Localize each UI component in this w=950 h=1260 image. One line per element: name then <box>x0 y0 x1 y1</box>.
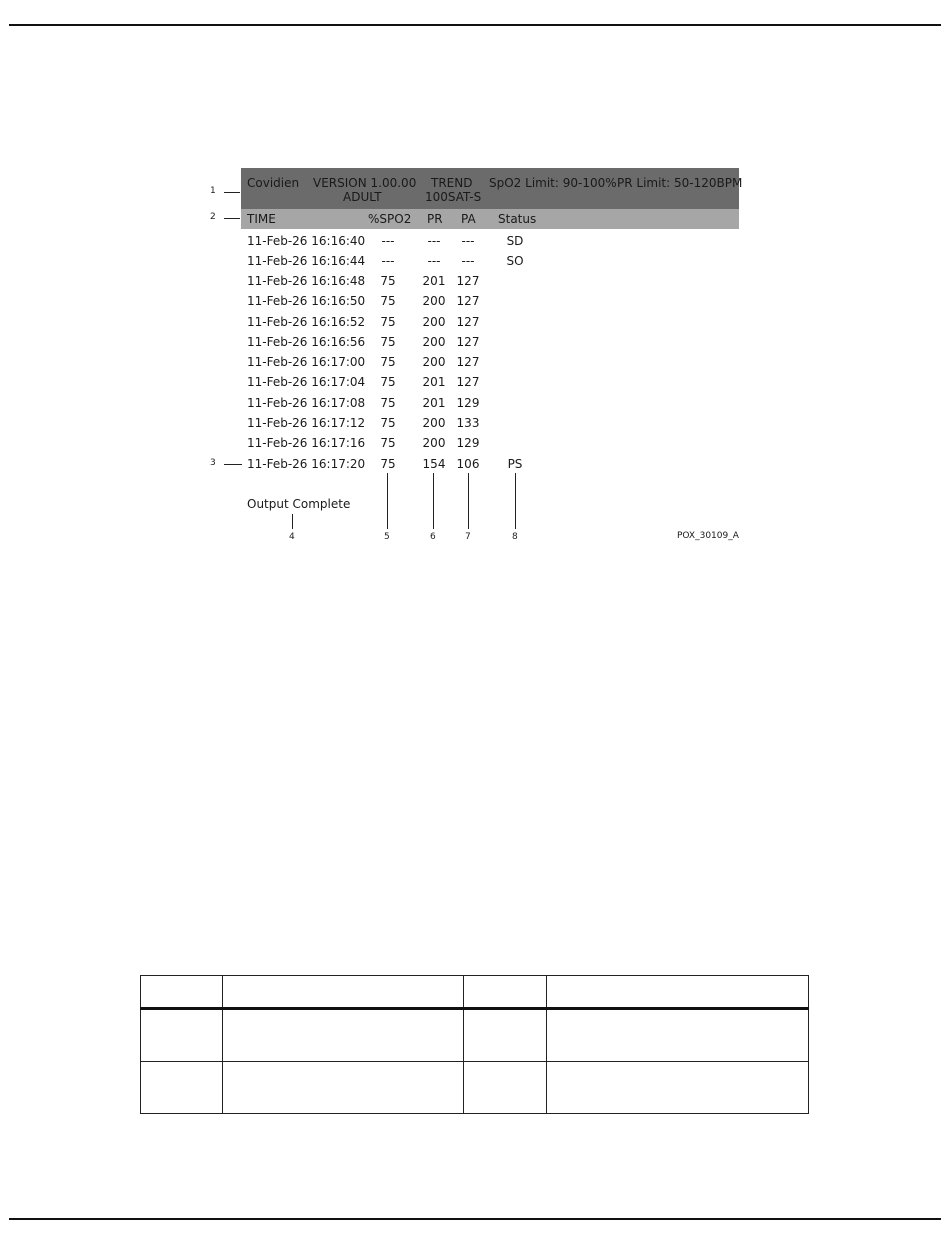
table-cell <box>223 1009 464 1062</box>
pa-cell: 127 <box>456 375 480 389</box>
pr-cell: 200 <box>422 436 446 450</box>
pr-cell: 201 <box>422 375 446 389</box>
table-cell <box>547 1009 809 1062</box>
table-cell <box>141 1062 223 1114</box>
col-pa-header: PA <box>461 212 476 226</box>
col-spo2-header: %SPO2 <box>368 212 412 226</box>
spo2-cell: 75 <box>380 436 396 450</box>
col-time-header: TIME <box>247 212 276 226</box>
table-cell <box>547 976 809 1009</box>
top-rule <box>9 24 941 26</box>
time-cell: 11-Feb-26 16:16:40 <box>247 234 366 248</box>
callout-1: 1 <box>210 186 216 196</box>
pr-cell: 200 <box>422 416 446 430</box>
spo2-cell: --- <box>381 254 395 268</box>
callout-2: 2 <box>210 212 216 222</box>
callout-1-leader <box>224 192 240 193</box>
callout-8: 8 <box>512 532 518 542</box>
pr-cell: --- <box>427 234 441 248</box>
col-status-header: Status <box>498 212 537 226</box>
status-cell: PS <box>507 457 523 471</box>
spo2-cell: 75 <box>380 315 396 329</box>
pr-cell: 154 <box>422 457 446 471</box>
table-cell <box>464 1009 547 1062</box>
col-pr-header: PR <box>427 212 443 226</box>
time-cell: 11-Feb-26 16:16:56 <box>247 335 366 349</box>
trend-type-label: 100SAT-S <box>425 190 482 204</box>
spo2-cell: 75 <box>380 457 396 471</box>
output-complete-label: Output Complete <box>247 497 351 511</box>
pa-cell: 127 <box>456 315 480 329</box>
spo2-cell: 75 <box>380 335 396 349</box>
column-header-bar <box>241 209 739 229</box>
report-header-bar <box>241 168 743 210</box>
spo2-cell: 75 <box>380 416 396 430</box>
spo2-cell: 75 <box>380 294 396 308</box>
pa-cell: --- <box>461 254 475 268</box>
figure-id: POX_30109_A <box>677 531 739 541</box>
spo2-cell: 75 <box>380 375 396 389</box>
time-cell: 11-Feb-26 16:17:12 <box>247 416 366 430</box>
callout-6-leader <box>433 473 434 529</box>
empty-table <box>140 975 809 1114</box>
spo2-limit-label: SpO2 Limit: 90-100% <box>489 176 617 190</box>
time-cell: 11-Feb-26 16:16:44 <box>247 254 366 268</box>
callout-5: 5 <box>384 532 390 542</box>
status-cell: SO <box>506 254 524 268</box>
table-cell <box>141 976 223 1009</box>
time-cell: 11-Feb-26 16:17:20 <box>247 457 366 471</box>
callout-4-leader <box>292 514 293 529</box>
time-cell: 11-Feb-26 16:17:04 <box>247 375 366 389</box>
table-cell <box>464 1062 547 1114</box>
pr-cell: 200 <box>422 294 446 308</box>
pr-cell: 200 <box>422 355 446 369</box>
pa-cell: 127 <box>456 355 480 369</box>
table-row <box>141 1062 809 1114</box>
pr-cell: 200 <box>422 335 446 349</box>
pa-cell: 133 <box>456 416 480 430</box>
table-header-row <box>141 976 809 1009</box>
trend-label: TREND <box>431 176 473 190</box>
pa-cell: 106 <box>456 457 480 471</box>
callout-7: 7 <box>465 532 471 542</box>
spo2-cell: 75 <box>380 355 396 369</box>
status-cell: SD <box>506 234 524 248</box>
time-cell: 11-Feb-26 16:17:16 <box>247 436 366 450</box>
pa-cell: 127 <box>456 335 480 349</box>
time-cell: 11-Feb-26 16:16:52 <box>247 315 366 329</box>
time-cell: 11-Feb-26 16:16:48 <box>247 274 366 288</box>
time-cell: 11-Feb-26 16:17:08 <box>247 396 366 410</box>
time-cell: 11-Feb-26 16:17:00 <box>247 355 366 369</box>
pa-cell: 129 <box>456 436 480 450</box>
version-label: VERSION 1.00.00 <box>313 176 417 190</box>
pr-cell: 201 <box>422 274 446 288</box>
pr-cell: 200 <box>422 315 446 329</box>
mode-label: ADULT <box>343 190 382 204</box>
pa-cell: 129 <box>456 396 480 410</box>
callout-8-leader <box>515 473 516 529</box>
pr-cell: --- <box>427 254 441 268</box>
callout-3-leader <box>224 464 242 465</box>
table-cell <box>141 1009 223 1062</box>
callout-7-leader <box>468 473 469 529</box>
callout-2-leader <box>224 218 240 219</box>
spo2-cell: 75 <box>380 274 396 288</box>
table-cell <box>223 976 464 1009</box>
callout-6: 6 <box>430 532 436 542</box>
bottom-rule <box>9 1218 941 1220</box>
pa-cell: 127 <box>456 294 480 308</box>
table-cell <box>223 1062 464 1114</box>
time-cell: 11-Feb-26 16:16:50 <box>247 294 366 308</box>
pa-cell: 127 <box>456 274 480 288</box>
pr-limit-label: PR Limit: 50-120BPM <box>617 176 743 190</box>
pa-cell: --- <box>461 234 475 248</box>
callout-3: 3 <box>210 458 216 468</box>
brand-label: Covidien <box>247 176 300 190</box>
table-cell <box>547 1062 809 1114</box>
callout-5-leader <box>387 473 388 529</box>
table-cell <box>464 976 547 1009</box>
pr-cell: 201 <box>422 396 446 410</box>
callout-4: 4 <box>289 532 295 542</box>
spo2-cell: --- <box>381 234 395 248</box>
table-row <box>141 1009 809 1062</box>
spo2-cell: 75 <box>380 396 396 410</box>
